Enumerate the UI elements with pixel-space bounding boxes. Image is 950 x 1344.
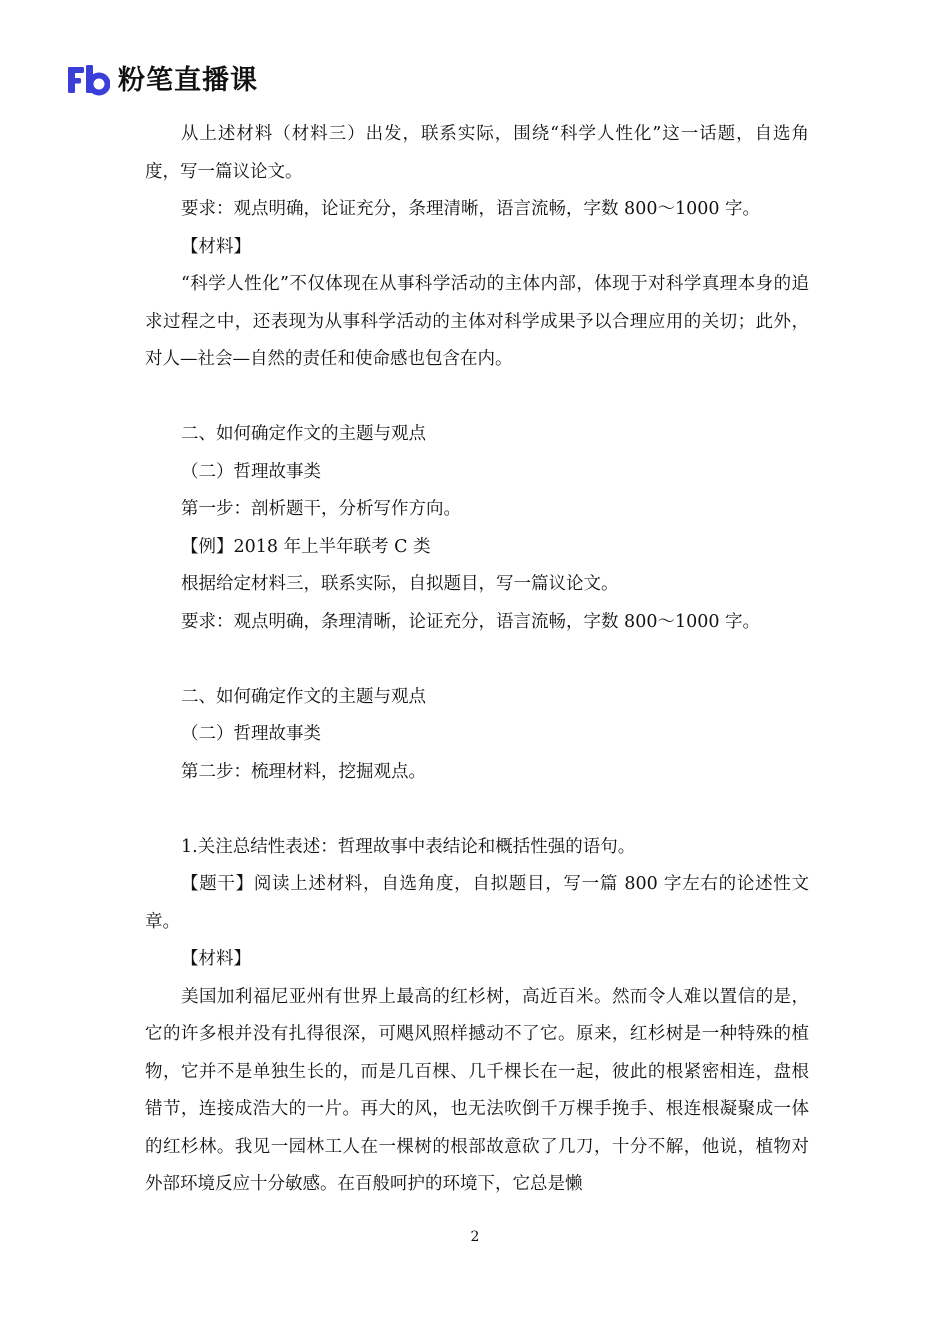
spacer: [145, 791, 809, 829]
paragraph: 根据给定材料三，联系实际，自拟题目，写一篇议论文。: [181, 574, 619, 594]
paragraph: 【题干】阅读上述材料，自选角度，自拟题目，写一篇 800 字左右的论述性文章。: [145, 874, 809, 932]
paragraph: 从上述材料（材料三）出发，联系实际，围绕“科学人性化”这一话题，自选角度，写一篇议论文。: [145, 124, 809, 182]
paragraph: 要求：观点明确，条理清晰，论证充分，语言流畅，字数 800～1000 字。: [181, 611, 761, 632]
paragraph: 美国加利福尼亚州有世界上最高的红杉树，高近百米。然而令人难以置信的是，它的许多根并没有扎得很深，可飓风照样撼动不了它。原来，红杉树是一种特殊的植物，它并不是单独生长的，而是几百棵、几千棵长在一起，彼此的根紧密相连，盘根错节，连接成浩大的一片。再大的风，也无法吹倒千万棵手挽手、根连根凝聚成一体的红杉林。我见一园林工人在一棵树的根部故意砍了几刀，十分不解，他说，植物对外部环境反应十分敏感。在百般呵护的环境下，它总是懒: [145, 986, 809, 1194]
subsection-heading: （二）哲理故事类: [181, 461, 321, 482]
subsection-heading: （二）哲理故事类: [181, 724, 321, 744]
page-number: 2: [470, 1229, 480, 1245]
spacer: [145, 379, 809, 417]
section-heading: 二、如何确定作文的主题与观点: [181, 424, 426, 444]
logo-text: 粉笔直播课: [118, 64, 258, 96]
spacer: [145, 641, 809, 679]
paragraph-heading: 【材料】: [181, 949, 251, 969]
example-heading: 【例】2018 年上半年联考 C 类: [181, 536, 431, 557]
section-heading: 二、如何确定作文的主题与观点: [181, 686, 426, 707]
document-body: [145, 116, 809, 1204]
paragraph-heading: 【材料】: [181, 236, 251, 257]
step-heading: 第二步：梳理材料，挖掘观点。: [181, 761, 426, 782]
header: [66, 60, 258, 100]
paragraph: 1.关注总结性表述：哲理故事中表结论和概括性强的语句。: [181, 836, 636, 857]
paragraph: 要求：观点明确，论证充分，条理清晰，语言流畅，字数 800～1000 字。: [181, 199, 761, 219]
paragraph: “科学人性化”不仅体现在从事科学活动的主体内部，体现于对科学真理本身的追求过程之中，还表现为从事科学活动的主体对科学成果予以合理应用的关切；此外，对人—社会—自然的责任和使命感也包含在内。: [145, 274, 809, 369]
step-heading: 第一步：剖析题干，分析写作方向。: [181, 499, 461, 519]
fenbi-logo-icon: [66, 63, 110, 97]
